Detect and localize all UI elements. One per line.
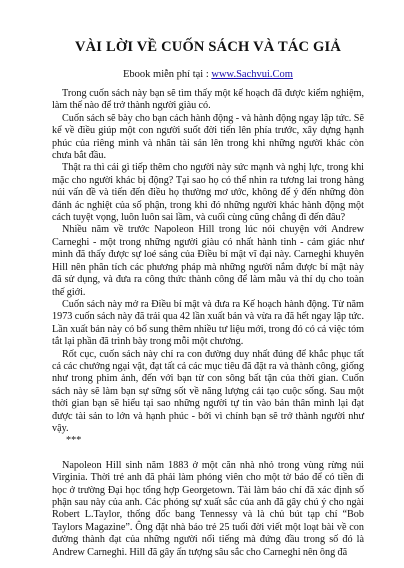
document-body	[52, 88, 364, 559]
paragraph: Rốt cục, cuốn sách này chỉ ra con đường duy nhất đúng để khắc phục tất cả các chướng ngại vật, đạt tất cả các mục tiêu đã đặt ra và thành công, giống như trong phim ảnh, đến với bạn từ con sông bất tận của thời gian. Cuốn sách này sẽ làm bạn sự sững sốt về năng lượng cải tạo cuộc sống. Sau một thời gian bạn sẽ hiểu tại sao những người tự tin vào bản thân mình lại đạt được tài sản to lớn và hạnh phúc - bởi vì chính bạn sẽ trở thành người như vậy.	[52, 348, 364, 434]
paragraph: Thật ra thì cái gì tiếp thêm cho người này sức mạnh và nghị lực, trong khi mặc cho người khác bị động? Tại sao họ có thể nhìn ra tương lai trong hàng núi vấn đề và tiến đến điều họ thường mơ ước, không để ý đến những đòn đánh ác nghiệt của số phận, trong khi đó những người khác hành động một cách tuyệt vọng, luôn luôn sai lầm, và cuối cùng cũng chẳng đi đến đâu?	[52, 162, 364, 224]
paragraph: Napoleon Hill sinh năm 1883 ở một căn nhà nhỏ trong vùng rừng núi Virginia. Thời trẻ anh đã phải làm phóng viên cho một tờ báo để có tiền đi học ở trường Đại học tổng hợp Georgetown. Tài làm báo chí đã xác định số phận sau này của anh. Các phóng sự xuất sắc của anh đã gây chú ý cho ngài Robert L.Taylor, thống đốc bang Tennessy và là chủ bút tạp chí “Bob Taylors Magazine”. Ông đặt nhà báo trẻ 25 tuổi đời viết một loạt bài về con đường thành đạt của những người nổi tiếng mà đứng đầu trong số đó là Andrew Carneghi. Hill đã gây ấn tượng sâu sắc cho Carneghi nên ông đã	[52, 459, 364, 558]
paragraph: Nhiều năm về trước Napoleon Hill trong lúc nói chuyện với Andrew Carneghi - một trong những người giàu có nhất hành tinh - cảm giác như mình đã thấy được sự loé sáng của Điều bí mật vĩ đại này. Carneghi khuyên Hill nên phân tích các phương pháp mà những người nắm được bí mật này đã sử dụng, và đưa ra công thức thành công để làm mẫu và thí dụ cho toàn thế giới.	[52, 224, 364, 298]
ebook-source-line	[52, 68, 364, 81]
paragraph: Cuốn sách sẽ bày cho bạn cách hành động - và hành động ngay lập tức. Sẽ kể về điều giúp một con người suốt đời tiến lên phía trước, xây dựng hạnh phúc của riêng mình và nhân tài sản lên trong khi những người khác còn chưa bắt đầu.	[52, 112, 364, 162]
ebook-link[interactable]: www.Sachvui.Com	[211, 69, 293, 80]
page-title: VÀI LỜI VỀ CUỐN SÁCH VÀ TÁC GIẢ	[74, 39, 342, 55]
paragraph: Trong cuốn sách này bạn sẽ tìm thấy một kế hoạch đã được kiểm nghiệm, làm thế nào để trở thành người giàu có.	[52, 88, 364, 112]
section-separator: ***	[66, 435, 82, 447]
paragraph: Cuốn sách này mở ra Điều bí mật và đưa ra Kế hoạch hành động. Từ năm 1973 cuốn sách này đã trải qua 42 lần xuất bản và vừa ra đã hết ngay lập tức. Lần xuất bản này có bổ sung thêm nhiều tư liệu mới, trong đó có cả việc tóm tắt lại phần đã trình bày trong mỗi một chương.	[52, 298, 364, 348]
ebook-prefix: Ebook miễn phí tại :	[123, 69, 212, 80]
